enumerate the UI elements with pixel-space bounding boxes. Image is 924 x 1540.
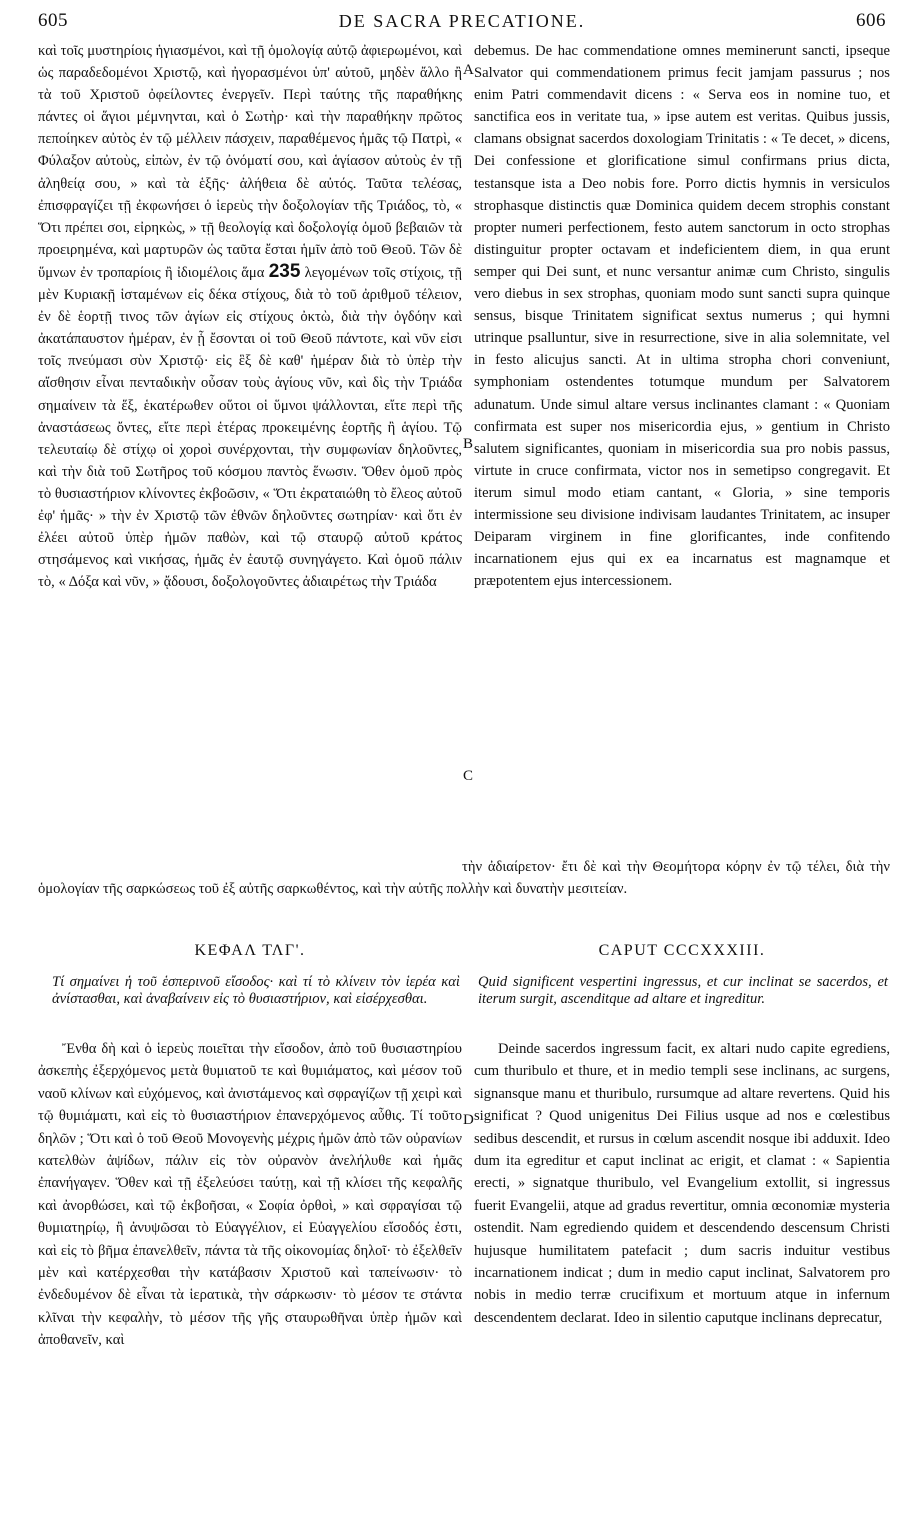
greek-column-chapter xyxy=(38,1038,462,1352)
latin-column-top xyxy=(474,40,890,592)
page-number-left: 605 xyxy=(38,10,68,31)
column-number: 235 xyxy=(268,260,301,282)
greek-paragraph-1 xyxy=(38,40,462,593)
greek-column-top xyxy=(38,40,462,593)
chapter-subtitle-greek: Τί σημαίνει ἡ τοῦ ἑσπερινοῦ εἴσοδος· καὶ τί τὸ κλίνειν τὸν ἱερέα καὶ ἀνίστασθαι, καὶ ἀναβαίνειν εἰς τὸ θυσιαστήριον, καὶ εἰσέρχεσθαι. xyxy=(52,974,460,1007)
margin-marker-b: B xyxy=(463,436,474,452)
margin-marker-d: D xyxy=(463,1112,474,1128)
chapter-heading-latin: CAPUT CCCXXXIII. xyxy=(598,942,766,959)
page-header xyxy=(38,6,886,36)
greek-spill-text xyxy=(38,856,890,900)
running-title: DE SACRA PRECATIONE. xyxy=(338,10,586,31)
chapter-subtitle-latin: Quid significent vespertini ingressus, et cur inclinat se sacerdos, et iterum surgit, ascenditque ad altare et ingreditur. xyxy=(478,974,888,1007)
greek-text-part-2: λεγομένων τοῖς στίχοις, τῇ μὲν Κυριακῇ ἱσταμένων εἰς δέκα στίχους, διὰ τὸ τοῦ ἀριθμοῦ τέλειον, ἐν δὲ ἑορτῇ τινος τῶν ἁγίων εἰς στίχους ὀκτὼ, διὰ τὴν ὀγδόην καὶ ἀκατάπαυστον ἡμέραν, ἐν ᾗ ἔσονται οἱ τοῦ Θεοῦ πάντοτε, καὶ νῦν εἰσι τοῖς πνεύμασι σὺν Χριστῷ· εἰς ἓξ δὲ καθ' ἡμέραν διὰ τὸ ὑπὲρ τὴν αἴσθησιν εἶναι πενταδικὴν οὖσαν τοὺς ἁγίους νῦν, καὶ δὶς τὴν Τριάδα σημαίνειν τὰ ἕξ, ἑκατέρωθεν οὕτοι οἱ ὕμνοι ψάλλονται, εἴτε περὶ τῆς ἀναστάσεως ὄντες, εἴτε περὶ ἑτέρας προκειμένης ἑορτῆς ἢ ἁγίου. Τῷ τελευταίῳ δὲ στίχῳ οἱ χοροὶ συνέρχονται, τὴν συμφωνίαν δηλοῦντες, καὶ τὴν διὰ τοῦ Σωτῆρος τοῦ κόσμου παντὸς ἕνωσιν. Ὅθεν ὁμοῦ πρὸς τὸ θυσιαστήριον κλίνοντες ἐκβοῶσιν, « Ὅτι ἐκραταιώθη τὸ ἔλεος αὐτοῦ ἐφ' ἡμᾶς· » τὴν ἐν Χριστῷ τῶν ἐθνῶν δηλοῦντες σωτηρίαν· καὶ ὅτι ἐν ἐλέει αὐτοῦ ὑπὲρ ἡμῶν παθὼν, καὶ τῷ σταυρῷ αὐτοῦ κράτος στησάμενος καὶ νικήσας, ἡμᾶς ἐν ἑαυτῷ συνηγάγετο. Καὶ ὁμοῦ πάλιν τὸ, « Δόξα καὶ νῦν, » ᾄδουσι, δοξολογοῦντες ἀδιαιρέτως τὴν Τριάδα xyxy=(38,264,463,591)
margin-marker-c: C xyxy=(463,768,474,784)
latin-chapter-paragraph: Deinde sacerdos ingressum facit, ex altari nudo capite egrediens, cum thuribulo et thure, et in medio templi sese inclinans, ac surgens, signansque manu et thuribulo, rursumque ad altare revertens. Quid his significat ? Quod unigenitus Dei Filius usque ad nos e cœlestibus sedibus descendit, et rursus in cœlum ascendit nosque ibi adduxit. Ideo dum ita egreditur et caput inclinat ac erigit, et clamat : « Sapientia erecti, » signatque thuribulo, vel Evangelium extollit, si ingressus fuerit Evangelii, atque ad gradus revertitur, omnia œconomiæ mysteria ostendit. Nam egrediendo quidem et descendendo descensum Christi hujusque humilitatem patefacit ; dum sacris induitur vestibus incarnationem indicat ; dum in medio caput inclinat, Salvatorem pro nobis in medio terræ crucifixum et mortuum atque in infernum descendentem declarat. Ideo in silentio caputque inclinans deprecatur, xyxy=(474,1041,890,1326)
latin-column-chapter xyxy=(474,1038,890,1329)
page-number-right: 606 xyxy=(856,10,886,31)
greek-chapter-paragraph: Ἔνθα δὴ καὶ ὁ ἱερεὺς ποιεῖται τὴν εἴσοδον, ἀπὸ τοῦ θυσιαστηρίου ἀσκεπὴς ἐξερχόμενος μετὰ θυμιατοῦ τε καὶ θυμιάματος, καὶ μέσον τοῦ ναοῦ κλίνων καὶ εὐχόμενος, καὶ ἀνιστάμενος καὶ σφραγίζων τῇ χειρὶ καὶ τῷ θυμιάματι, καὶ εἰς τὸ θυσιαστήριον ἐπανερχόμενος αὖθις. Τί τοῦτο δηλῶν ; Ὅτι καὶ ὁ τοῦ Θεοῦ Μονογενὴς μέχρις ἡμῶν ἀπὸ τῶν οὐρανίων κατελθὼν ἀψίδων, πάλιν εἰς τὸν οὐρανὸν ἀνελήλυθε καὶ ἡμᾶς ἐπανήγαγεν. Ὅθεν καὶ τῇ ἐξελεύσει ταύτῃ, καὶ τῇ κλίσει τῆς κεφαλῆς καὶ ἀνορθώσει, καὶ τῷ ἐκβοῆσαι, « Σοφία ὀρθοὶ, » καὶ σφραγίσαι τῷ θυμιατηρίῳ, ἢ ἀνυψῶσαι τὸ Εὐαγγέλιον, εἰ Εὐαγγελίου εἴσοδός ἐστι, καὶ εἰς τὸ βῆμα ἐπανελθεῖν, πάντα τὰ τῆς οἰκονομίας δηλοῖ· τὸ ἐξελθεῖν μὲν καὶ κατέρχεσθαι τὴν κατάβασιν Χριστοῦ καὶ ταπείνωσιν· τὸ ἐνδεδυμένον δὲ εἶναι τὰ ἱερατικὰ, τὴν σάρκωσιν· τὸ μέσον τε στάντα κλῖναι τὴν κεφαλὴν, τὸ μέσον τῆς γῆς σταυρωθῆναι ὑπὲρ ἡμῶν καὶ ἀποθανεῖν, καὶ xyxy=(38,1041,462,1349)
greek-text-part-1: καὶ τοῖς μυστηρίοις ἡγιασμένοι, καὶ τῇ ὁμολογίᾳ αὐτῷ ἀφιερωμένοι, καὶ ὡς παραδεδομένοι Χριστῷ, καὶ ἠγορασμένοι ὑπ' αὐτοῦ, μηδὲν ἄλλο ἢ τὰ τοῦ Χριστοῦ ὀφείλοντες ἐνεργεῖν. Περὶ ταύτης τῆς παραθήκης πάντες οἱ ἅγιοι μέμνηνται, καὶ ὁ Σωτὴρ· καὶ τὴν παραθήκην πρῶτος πεποίηκεν αὐτὸς ἐν τῷ μέλλειν πάσχειν, παραθέμενος ἡμᾶς τῷ Πατρὶ, « Φύλαξον αὐτοὺς, εἰπὼν, ἐν τῷ ὀνόματί σου, καὶ ἁγίασον αὐτοὺς ἐν τῇ ἀληθείᾳ σου, » καὶ τὰ ἑξῆς· ἀλήθεια δὲ αὐτός. Ταῦτα τελέσας, ἐπισφραγίζει τῇ ἐκφωνήσει ὁ ἱερεὺς τὴν δοξολογίαν τῆς Τριάδος, τὸ, « Ὅτι πρέπει σοι, εἰρηκὼς, » τῇ θεολογίᾳ καὶ δοξολογίᾳ ὁμοῦ βεβαιῶν τὰ προειρημένα, καὶ μαρτυρῶν ὡς ταῦτα ἔσται ἡμῖν ἀπὸ τοῦ Θεοῦ. Τῶν δὲ ὕμνων ἐν τροπαρίοις ἢ ἰδιομέλοις ἅμα xyxy=(38,43,462,281)
margin-marker-a: A xyxy=(463,62,474,78)
latin-paragraph-1: debemus. De hac commendatione omnes meminerunt sancti, ipseque Salvator qui commendationem primus fecit jamjam passurus ; nos enim Patri commendavit dicens : « Serva eos in nomine tuo, et sanctifica eos in veritate tua, » ipse autem est veritas. Quibus jussis, clamans obsignat sacerdos doxologiam Trinitatis : « Te decet, » dicens, Dei confessione et glorificatione simul confirmans prius dicta, testansque ista a Deo nobis fore. Porro dictis hymnis in versiculos strophasque distinctis quæ Dominica quidem decem strophis constant propter numeri perfectionem, festo autem sanctorum in octo strophas distinguitur propter octavam et indeficientem diem, in qua erunt semper qui Dei sunt, et nunc versantur animæ cum Christo, singulis vero diebus in sex strophas, quoniam modo sunt sancti supra quinque sensus, bisque Trinitatem significat sextus numerus ; qui hymni utrinque psalluntur, sive in resurrectione, sive in alia solemnitate, vel in festo alicujus sancti. At in ultima stropha chori conveniunt, symphoniam ostendentes totumque mundum per Salvatorem adunatum. Unde simul altare versus inclinantes clamant : « Quoniam confirmata est super nos misericordia ejus, » gentium in Christo salutem significantes, quoniam in misericordia sua pro nobis passus, virtute in cruce confirmata, victor nos in semetipso congregavit. Et iterum simul modo etiam cantant, « Gloria, » sine temporis intermissione seu divisione indivisam laudantes Trinitatem, ac insuper Deiparam virginem in fine glorificantes, inde confitendo incarnationem ejus qui ex ea incarnatus est magnamque et præpotentem ejus intercessionem. xyxy=(474,43,890,590)
greek-spill-content: τὴν ἀδιαίρετον· ἔτι δὲ καὶ τὴν Θεομήτορα κόρην ἐν τῷ τέλει, διὰ τὴν ὁμολογίαν τῆς σαρκώσεως τοῦ ἐξ αὐτῆς σαρκωθέντος, καὶ τὴν αὐτῆς πολλὴν καὶ δυνατὴν μεσιτείαν. xyxy=(38,859,890,898)
chapter-heading-greek: ΚΕΦΑΛ ΤΛΓ'. xyxy=(194,942,306,959)
